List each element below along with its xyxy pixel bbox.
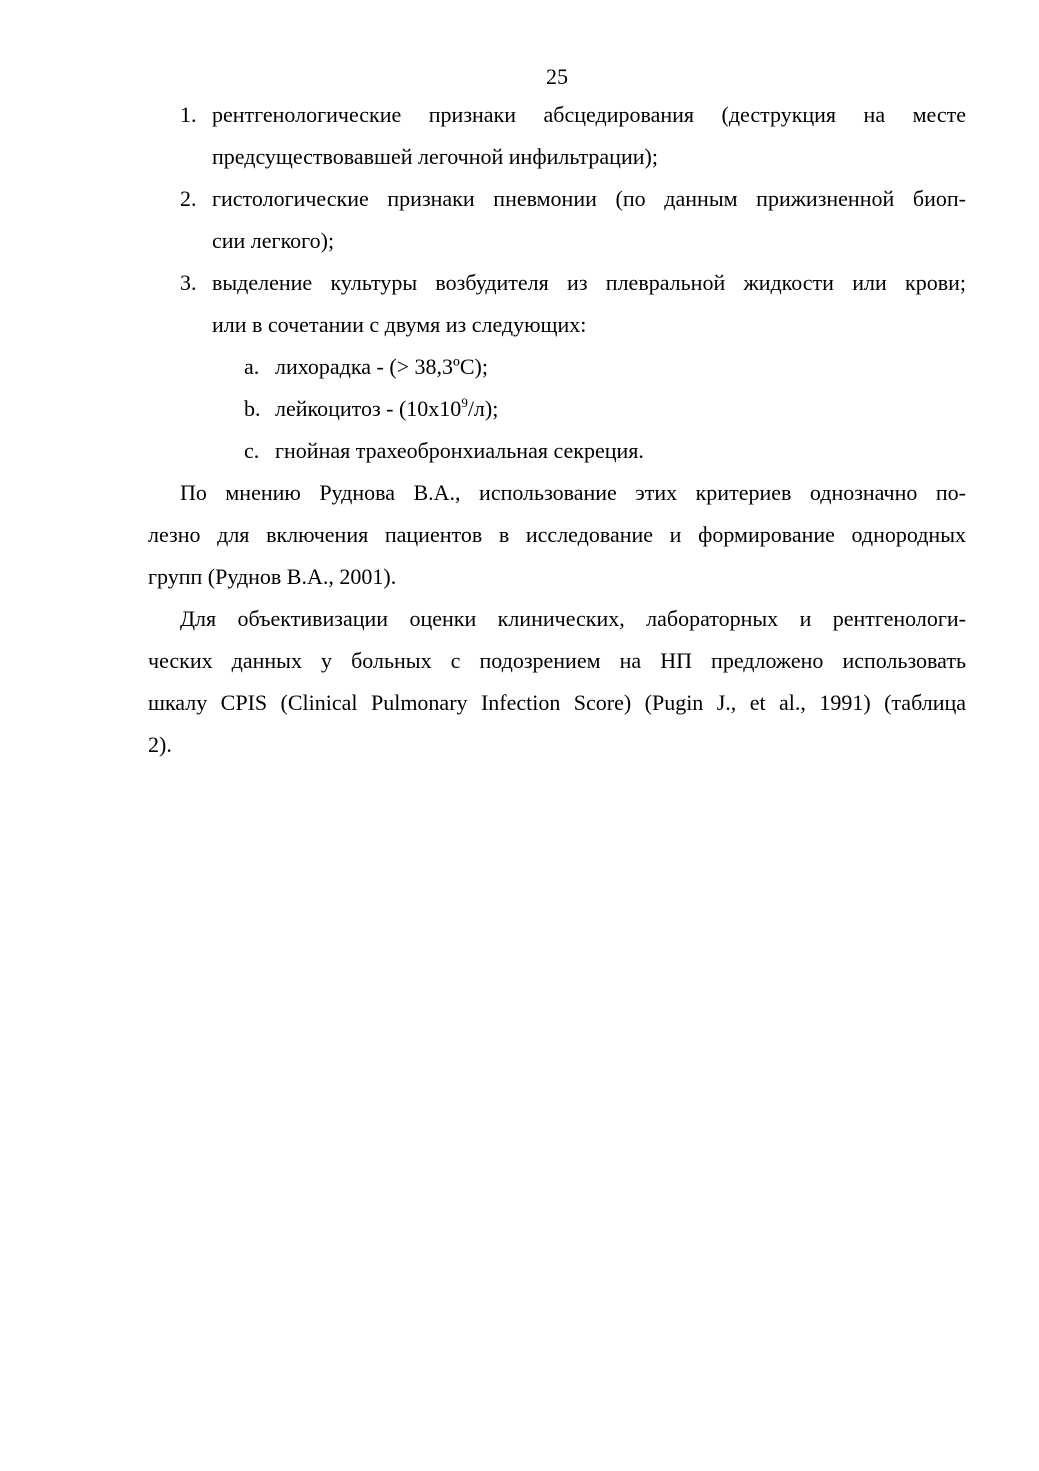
paragraph xyxy=(148,598,966,766)
sub-list-text: лихорадка - (> 38,3ºС); xyxy=(275,354,488,379)
paragraph-line: Для объективизации оценки клинических, лабораторных и рентгенологи- xyxy=(180,606,966,631)
list-item-text: или в сочетании с двумя из следующих: xyxy=(212,312,587,337)
list-item xyxy=(148,262,966,346)
list-item xyxy=(148,94,966,178)
list-item-text: выделение культуры возбудителя из плевральной жидкости или крови; xyxy=(212,270,966,295)
sub-list-text: лейкоцитоз - (10х10 xyxy=(275,396,462,421)
page-content xyxy=(148,94,966,766)
sub-list-letter: a. xyxy=(244,354,260,379)
sub-list-item xyxy=(148,346,966,388)
list-item-text: сии легкого); xyxy=(212,228,335,253)
list-item-text: гистологические признаки пневмонии (по данным прижизненной биоп- xyxy=(212,186,966,211)
list-number: 3. xyxy=(180,270,197,295)
page-number: 25 xyxy=(546,64,568,89)
list-number: 1. xyxy=(180,102,197,127)
sub-list-text: гнойная трахеобронхиальная секреция. xyxy=(275,438,644,463)
list-item xyxy=(148,178,966,262)
sub-list xyxy=(148,346,966,472)
sub-list-item xyxy=(148,430,966,472)
paragraph-line: ческих данных у больных с подозрением на НП предложено использовать xyxy=(148,648,966,673)
sub-list-letter: b. xyxy=(244,396,261,421)
paragraph-line: По мнению Руднова В.А., использование этих критериев однозначно по- xyxy=(180,480,966,505)
list-item-text: предсуществовавшей легочной инфильтрации); xyxy=(212,144,658,169)
list-item-text: рентгенологические признаки абсцедирования (деструкция на месте xyxy=(212,102,966,127)
paragraph xyxy=(148,472,966,598)
paragraph-line: 2). xyxy=(148,732,172,757)
paragraph-line: шкалу CPIS (Clinical Pulmonary Infection Score) (Pugin J., et al., 1991) (таблица xyxy=(148,690,966,715)
superscript-exponent: 9 xyxy=(461,395,468,410)
sub-list-text: /л); xyxy=(467,396,499,421)
paragraph-line: групп (Руднов В.А., 2001). xyxy=(148,564,397,589)
sub-list-item xyxy=(148,388,966,430)
paragraph-line: лезно для включения пациентов в исследование и формирование однородных xyxy=(148,522,966,547)
list-number: 2. xyxy=(180,186,197,211)
sub-list-letter: c. xyxy=(244,438,260,463)
